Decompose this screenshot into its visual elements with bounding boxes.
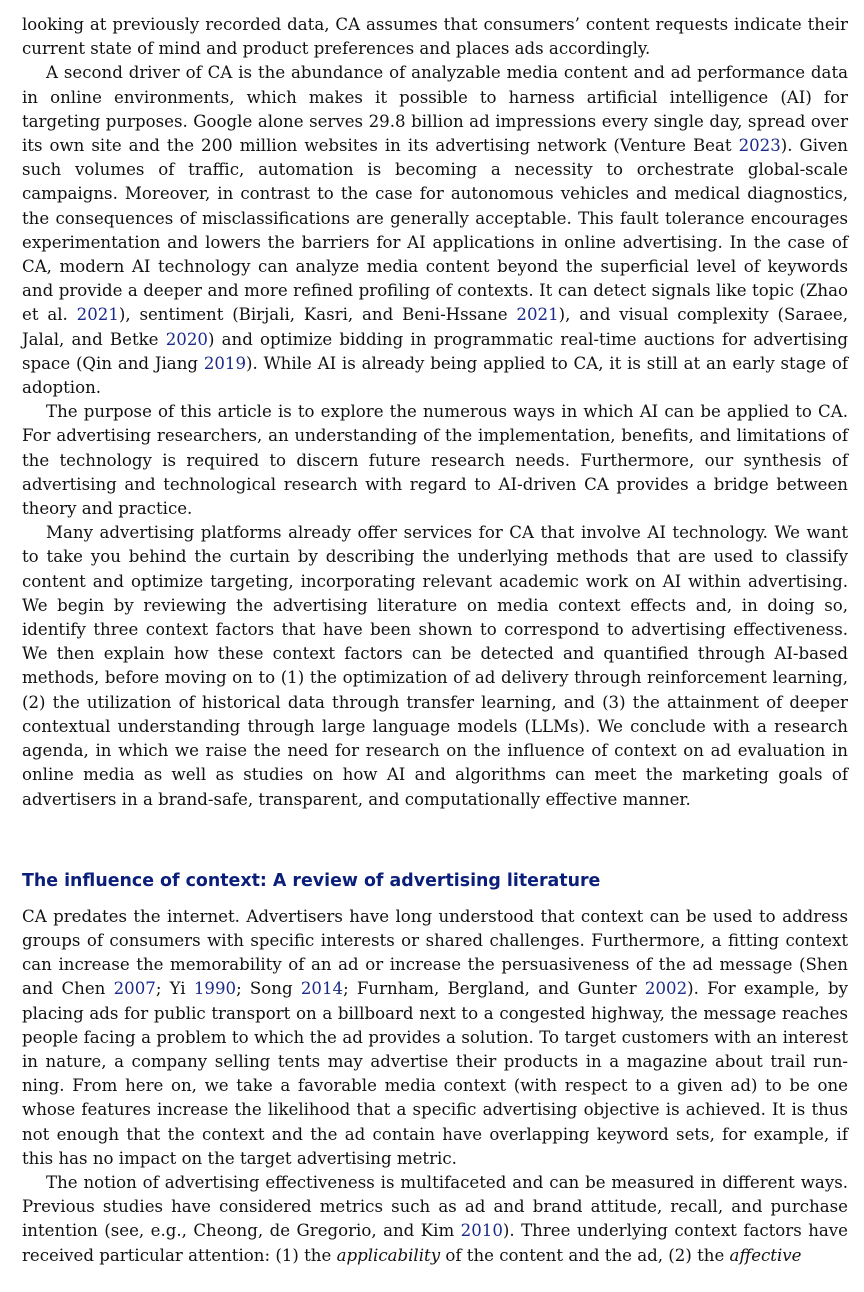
text-run: ), sentiment (Birjali, Kasri, and Beni-Hssane <box>118 305 517 325</box>
article-page <box>22 13 848 1268</box>
paragraph-p0 <box>22 13 848 61</box>
text-run: The purpose of this article is to explore the numerous ways in which AI can be applied to CA. For advertising researchers, an understanding of the implementation, benefits, and limitations of the technology is required to discern future research needs. Furthermore, our synthesis of advertising and technological research with regard to AI-driven CA provides a bridge between theory and practice. <box>22 402 848 519</box>
body-text-after-heading <box>22 905 848 1268</box>
text-run: ). While AI is already being applied to CA, it is still at an early stage of adoption. <box>22 353 848 398</box>
text-run: ) and optimize bidding in programmatic real-time auctions for advertising space (Qin and Jiang <box>22 329 848 373</box>
text-run: CA predates the internet. Advertisers have long understood that context can be used to address groups of consumers with specific interests or shared challenges. Furthermore, a fitting context can increase the memorability of an ad or increase the persuasiveness of the ad message (Shen and Chen <box>22 906 848 999</box>
citation-year-link[interactable]: 2007 <box>113 979 156 999</box>
citation-year-link[interactable]: 2014 <box>300 979 344 999</box>
text-run: ; Yi <box>155 979 194 999</box>
emphasized-term: affective <box>729 1245 802 1265</box>
text-run: The notion of advertising effectiveness is multifaceted and can be measured in different ways. Previous studies have considered metrics such as ad and brand attitude, recall, and purchase intention (see, e.g., Cheong, de Gregorio, and Kim <box>22 1172 848 1241</box>
text-run: Many advertising platforms already offer services for CA that involve AI technology. We want to take you behind the curtain by describing the underlying methods that are used to classify content and optimize targeting, incorporating relevant academic work on AI within advertising. We begin by reviewing the advertising literature on media context effects and, in doing so, identify three context factors that have been shown to correspond to advertising effectiveness. We then explain how these context factors can be detected and quantified through AI-based methods, before moving on to (1) the optimization of ad delivery through reinforcement learning, (2) the utilization of historical data through transfer learning, and (3) the attainment of deeper contextual understanding through large language models (LLMs). We conclude with a research agenda, in which we raise the need for research on the influence of context on ad evaluation in online media as well as studies on how AI and algorithms can meet the marketing goals of advertisers in a brand-safe, transparent, and computationally effective manner. <box>22 523 848 809</box>
citation-year-link[interactable]: 2010 <box>460 1221 503 1241</box>
text-run: ). Given such volumes of traffic, automation is becoming a necessity to orchestrate global-scale campaigns. Moreover, in contrast to the case for autonomous vehicles and medical diagnostics, the consequences of misclassifications are generally acceptable. This fault tolerance encourages experimentation and lowers the barriers for AI applications in online advertising. In the case of CA, modern AI technology can analyze media content beyond the superficial level of keywords and provide a deeper and more refined profiling of contexts. It can detect signals like topic (Zhao et al. <box>22 136 848 325</box>
text-run: ; Furnham, Bergland, and Gunter <box>343 979 645 999</box>
section-heading: The influence of context: A review of advertising literature <box>22 870 601 891</box>
text-run: ). For example, by placing ads for public transport on a billboard next to a congested highway, the message reaches people facing a problem to which the ad provides a solution. To target customers with an interest in nature, a company selling tents may advertise their products in a magazine about trail running. From here on, we take a favorable media context (with respect to a given ad) to be one whose features increase the likelihood that a specific advertising objective is achieved. It is thus not enough that the context and the ad contain have overlapping keyword sets, for example, if this has no impact on the target advertising metric. <box>22 979 848 1168</box>
paragraph-p5 <box>22 1171 848 1268</box>
emphasized-term: applicability <box>336 1245 441 1265</box>
citation-year-link[interactable]: 1990 <box>193 979 237 999</box>
citation-year-link[interactable]: 2021 <box>76 305 119 325</box>
text-run: ; Song <box>236 979 301 999</box>
paragraph-p2 <box>22 400 848 521</box>
text-run: of the content and the ad, (2) the <box>440 1245 730 1265</box>
citation-year-link[interactable]: 2019 <box>203 353 247 373</box>
citation-year-link[interactable]: 2002 <box>644 979 688 999</box>
paragraph-p4 <box>22 905 848 1171</box>
text-run: A second driver of CA is the abundance of analyzable media content and ad performance data in online environments, which makes it possible to harness artificial intelligence (AI) for targeting purposes. Google alone serves 29.8 billion ad impressions every single day, spread over its own site and the 200 million websites in its advertising network (Venture Beat <box>22 63 848 156</box>
paragraph-p1 <box>22 61 848 400</box>
paragraph-p3 <box>22 521 848 811</box>
text-run: ). Three underlying context factors have received particular attention: (1) the <box>22 1221 848 1265</box>
body-text-before-heading <box>22 13 848 812</box>
citation-year-link[interactable]: 2021 <box>516 305 559 325</box>
text-run: looking at previously recorded data, CA assumes that consumers’ content requests indicate their current state of mind and product preferences and places ads accordingly. <box>22 15 848 59</box>
text-run: ), and visual complexity (Saraee, Jalal, and Betke <box>22 305 848 349</box>
citation-year-link[interactable]: 2020 <box>165 329 208 349</box>
citation-year-link[interactable]: 2023 <box>738 136 781 156</box>
